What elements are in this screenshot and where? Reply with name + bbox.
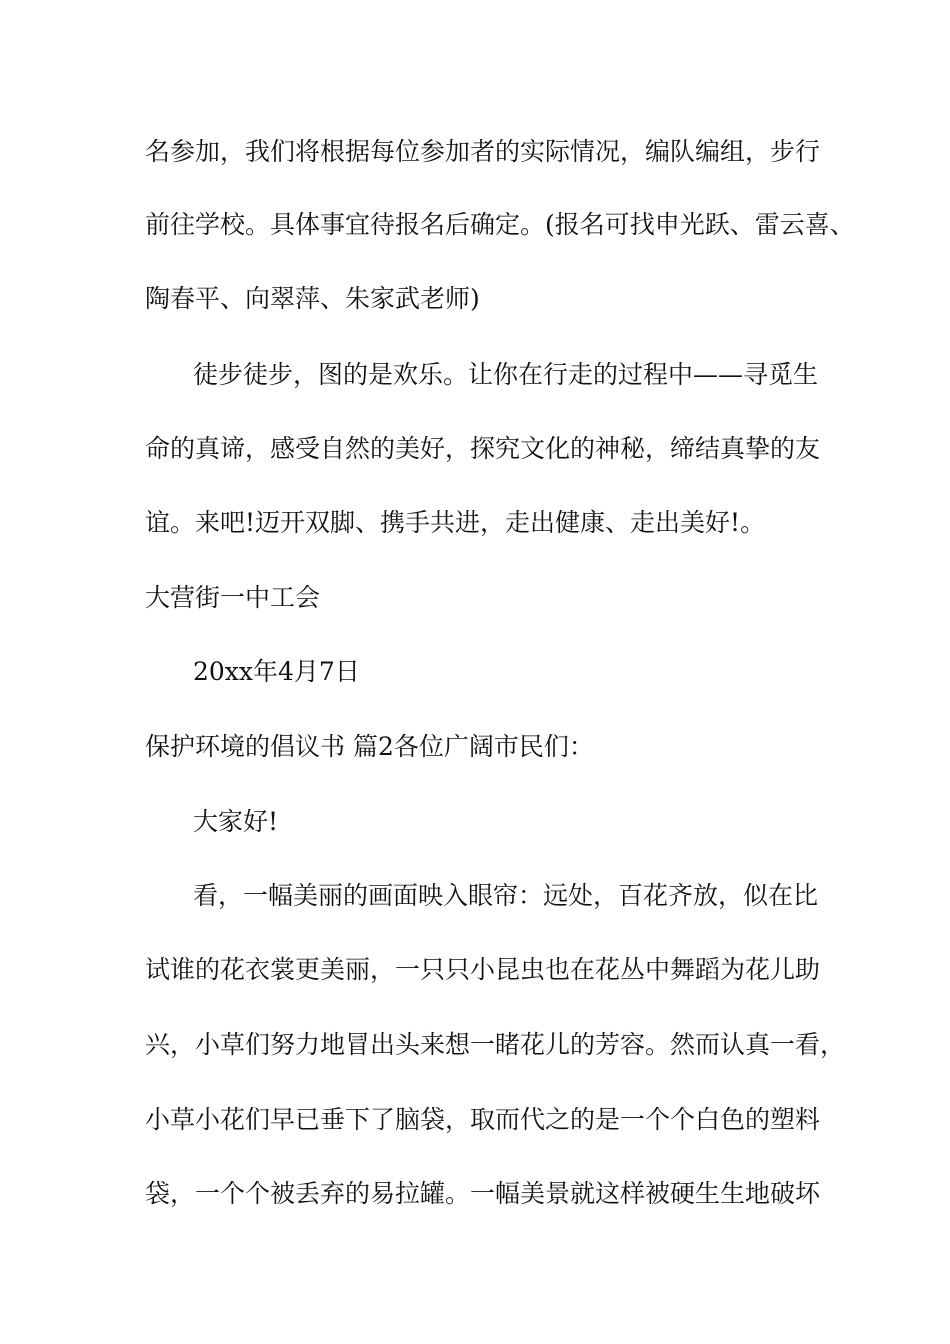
section-heading: 保护环境的倡议书 篇2各位广阔市民们： [145,732,594,761]
paragraph-start-line: 看，一幅美丽的画面映入眼帘：远处，百花齐放，似在比 [193,881,819,910]
paragraph-start-line: 徒步徒步，图的是欢乐。让你在行走的过程中——寻觅生 [193,360,819,389]
text-line: 名参加，我们将根据每位参加者的实际情况，编队编组，步行 [145,137,821,166]
signature-organization: 大营街一中工会 [145,583,321,612]
text-line: 命的真谛，感受自然的美好，探究文化的神秘，缔结真挚的友 [145,434,821,463]
text-line: 前往学校。具体事宜待报名后确定。(报名可找申光跃、雷云喜、 [145,210,855,239]
signature-date: 20xx年4月7日 [193,657,360,686]
text-line: 袋，一个个被丢弃的易拉罐。一幅美景就这样被硬生生地破坏 [145,1179,821,1208]
greeting-line: 大家好! [193,807,279,836]
text-line: 试谁的花衣裳更美丽，一只只小昆虫也在花丛中舞蹈为花儿助 [145,955,821,984]
text-line: 小草小花们早已垂下了脑袋，取而代之的是一个个白色的塑料 [145,1105,821,1134]
text-line: 陶春平、向翠萍、朱家武老师) [145,284,480,313]
text-line: 谊。来吧!迈开双脚、携手共进，走出健康、走出美好!。 [145,508,766,537]
text-line: 兴，小草们努力地冒出头来想一睹花儿的芳容。然而认真一看， [145,1030,846,1059]
